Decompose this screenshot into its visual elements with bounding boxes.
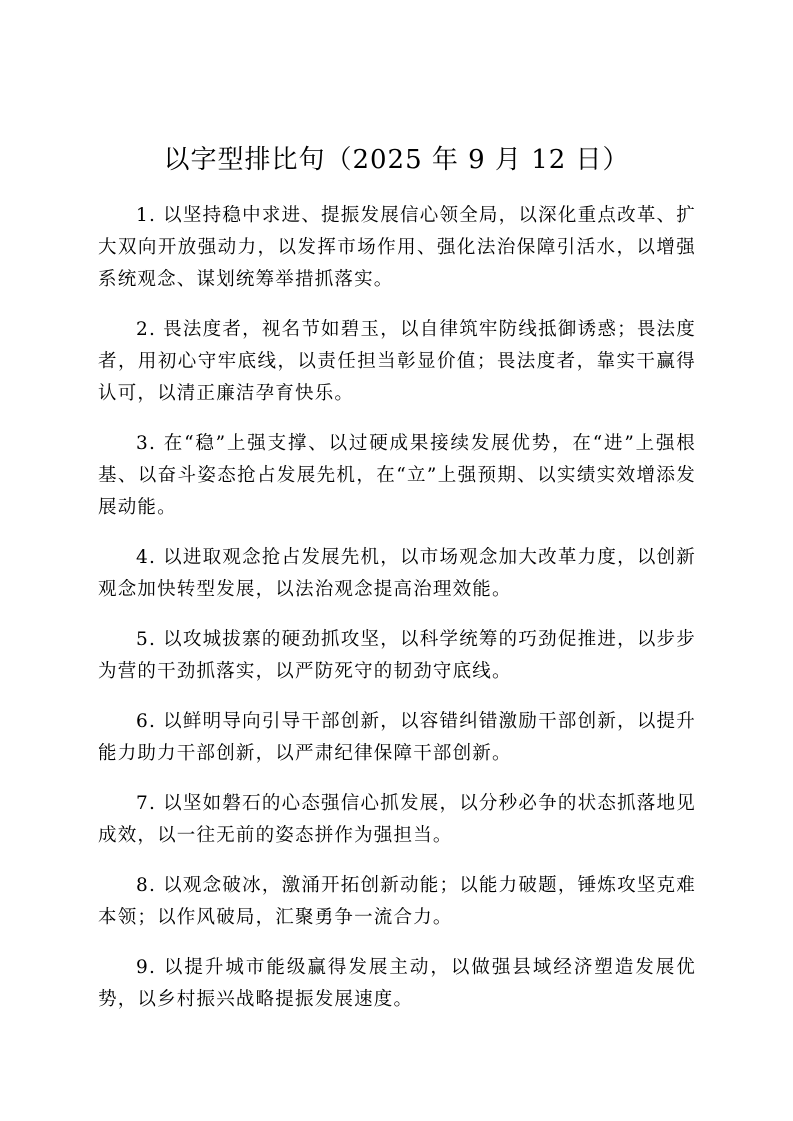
- list-item: 8. 以观念破冰，激涌开拓创新动能；以能力破题，锤炼攻坚克难本领；以作风破局，汇聚勇争一流合力。: [98, 875, 696, 928]
- document-title: 以字型排比句（2025 年 9 月 12 日）: [163, 145, 630, 175]
- list-item: 4. 以进取观念抢占发展先机，以市场观念加大改革力度，以创新观念加快转型发展，以法治观念提高治理效能。: [98, 547, 696, 600]
- list-item: 1. 以坚持稳中求进、提振发展信心领全局，以深化重点改革、扩大双向开放强动力，以发挥市场作用、强化法治保障引活水，以增强系统观念、谋划统筹举措抓落实。: [98, 205, 696, 290]
- item-list: [98, 200, 696, 1034]
- list-item: 5. 以攻城拔寨的硬劲抓攻坚，以科学统筹的巧劲促推进，以步步为营的干劲抓落实，以严防死守的韧劲守底线。: [98, 629, 696, 682]
- list-item: 9. 以提升城市能级赢得发展主动，以做强县域经济塑造发展优势，以乡村振兴战略提振发展速度。: [98, 957, 696, 1010]
- list-item: 7. 以坚如磐石的心态强信心抓发展，以分秒必争的状态抓落地见成效，以一往无前的姿态拼作为强担当。: [98, 793, 696, 846]
- list-item: 2. 畏法度者，视名节如碧玉，以自律筑牢防线抵御诱惑；畏法度者，用初心守牢底线，以责任担当彰显价值；畏法度者，靠实干赢得认可，以清正廉洁孕育快乐。: [98, 319, 696, 404]
- list-item: 3. 在“稳”上强支撑、以过硬成果接续发展优势，在“进”上强根基、以奋斗姿态抢占发展先机，在“立”上强预期、以实绩实效增添发展动能。: [98, 433, 696, 518]
- list-item: 6. 以鲜明导向引导干部创新，以容错纠错激励干部创新，以提升能力助力干部创新，以严肃纪律保障干部创新。: [98, 711, 696, 764]
